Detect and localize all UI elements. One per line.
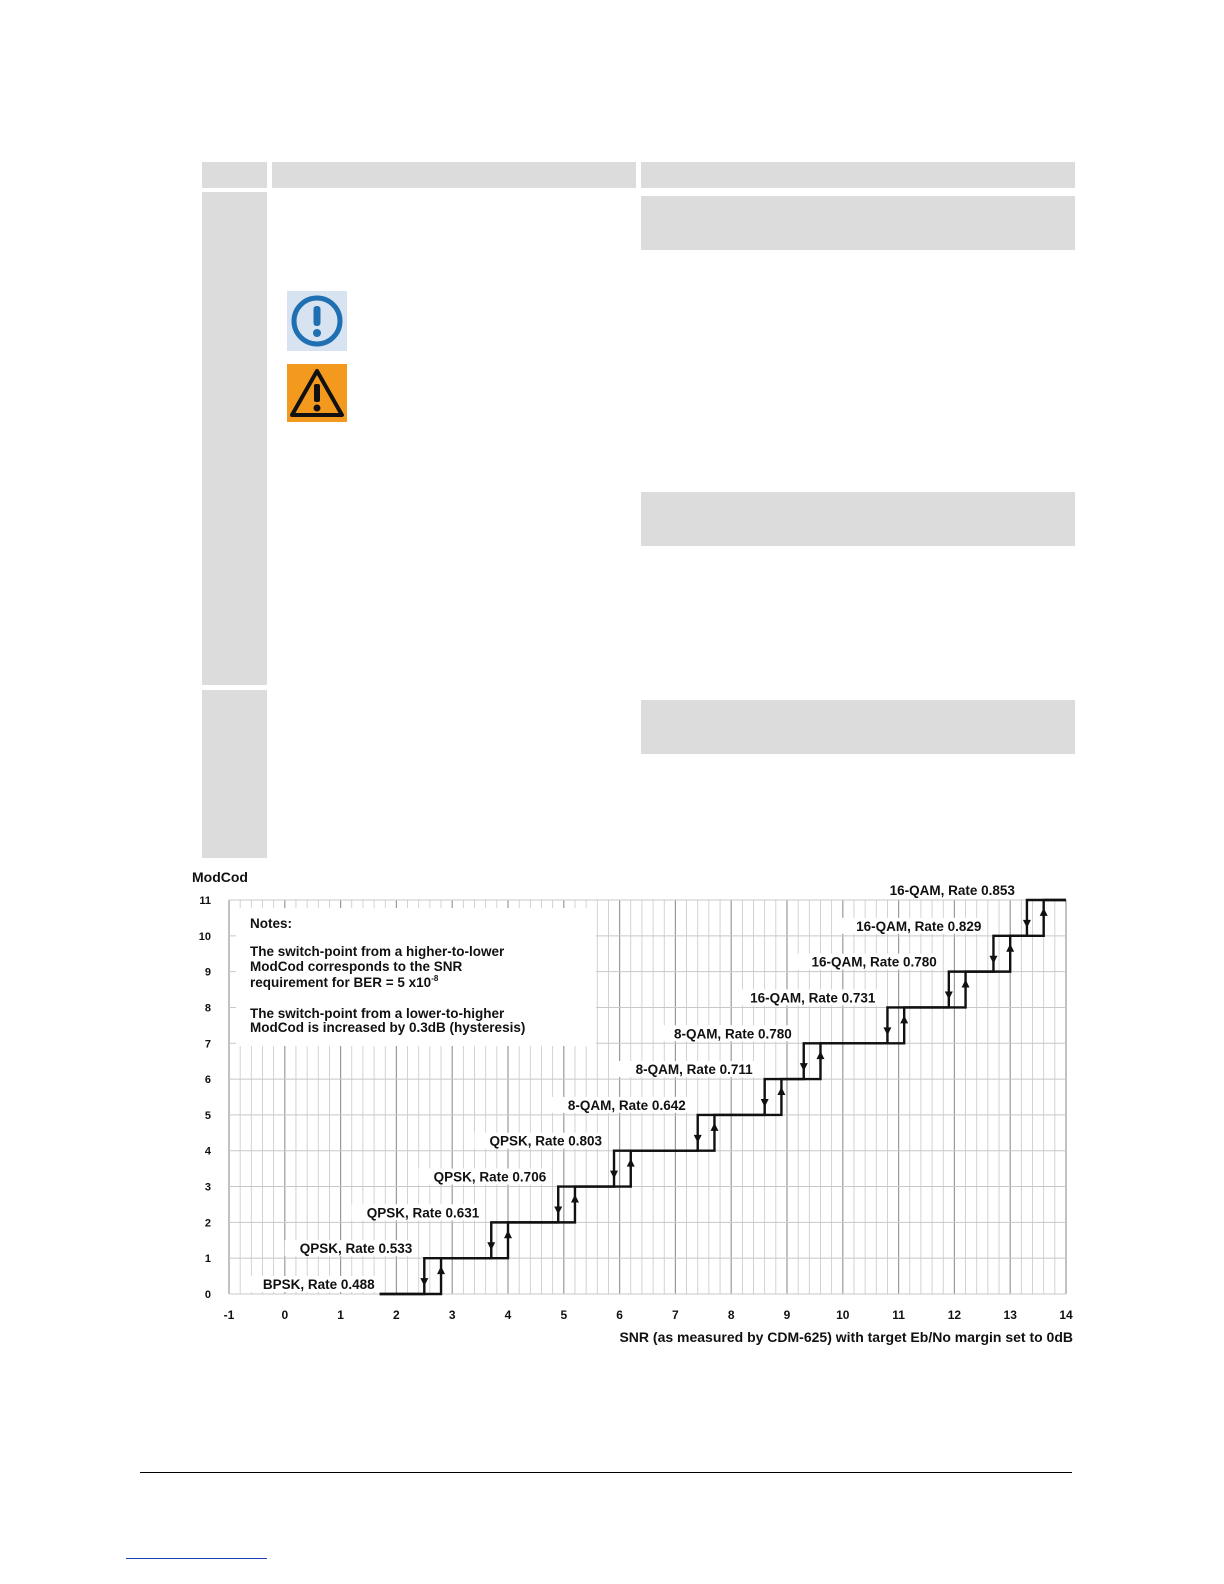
- modcod-label: 16-QAM, Rate 0.780: [811, 954, 937, 970]
- x-tick-label: 8: [727, 1308, 735, 1322]
- note2-line1: The switch-point from a lower-to-higher: [250, 1006, 505, 1021]
- note1-line3: [250, 974, 439, 990]
- down-arrow: [694, 1135, 702, 1143]
- table-header-cell-2: [272, 162, 636, 188]
- up-arrow: [504, 1230, 512, 1238]
- y-tick-label: 11: [199, 895, 211, 907]
- up-arrow: [962, 980, 970, 988]
- down-arrow: [761, 1099, 769, 1107]
- up-arrow: [816, 1051, 824, 1059]
- y-tick-label: 0: [204, 1289, 211, 1301]
- table-row-1-shaded-box-b: [641, 492, 1075, 546]
- modcod-label: 16-QAM, Rate 0.829: [856, 918, 982, 934]
- modcod-switch-chart: [190, 866, 1080, 1346]
- x-tick-label: 9: [783, 1308, 791, 1322]
- up-arrow: [777, 1087, 785, 1095]
- y-tick-label: 10: [198, 930, 211, 943]
- note1-line1: The switch-point from a higher-to-lower: [250, 944, 505, 959]
- table-row-2-shaded-box: [641, 700, 1075, 754]
- note1-line2: ModCod corresponds to the SNR: [250, 959, 463, 974]
- x-tick-label: -1: [223, 1308, 235, 1322]
- up-arrow: [710, 1123, 718, 1131]
- down-arrow: [610, 1171, 618, 1179]
- notes-title: Notes:: [250, 916, 293, 931]
- note2-line2: ModCod is increased by 0.3dB (hysteresis): [250, 1020, 526, 1035]
- table-header-cell-3: [641, 162, 1075, 188]
- x-tick-label: 10: [836, 1308, 850, 1322]
- down-arrow: [989, 956, 997, 964]
- y-axis-label: ModCod: [192, 869, 248, 885]
- up-arrow: [437, 1266, 445, 1274]
- note-exclamation-icon: [287, 291, 347, 351]
- x-tick-label: 4: [504, 1308, 512, 1322]
- table-header-cell-1: [202, 162, 267, 188]
- x-tick-label: 5: [560, 1308, 568, 1322]
- x-tick-label: 12: [947, 1308, 962, 1322]
- x-axis-label: SNR (as measured by CDM-625) with target Eb/No margin set to 0dB: [619, 1329, 1073, 1345]
- modcod-label: QPSK, Rate 0.803: [489, 1133, 603, 1149]
- modcod-label: BPSK, Rate 0.488: [262, 1277, 375, 1292]
- down-arrow: [554, 1206, 562, 1214]
- caution-warning-icon: [287, 364, 347, 422]
- y-tick-label: 1: [204, 1253, 211, 1266]
- table-row-1-shaded-box-a: [641, 196, 1075, 250]
- y-tick-label: 4: [204, 1145, 211, 1158]
- x-tick-label: 2: [393, 1308, 400, 1322]
- x-tick-label: 11: [892, 1308, 905, 1322]
- down-arrow: [420, 1278, 428, 1286]
- modcod-label: QPSK, Rate 0.631: [366, 1205, 480, 1221]
- x-tick-label: 7: [672, 1308, 679, 1322]
- x-tick-label: 14: [1059, 1308, 1073, 1322]
- y-tick-label: 8: [204, 1002, 211, 1015]
- up-arrow: [1006, 944, 1014, 952]
- down-arrow: [883, 1027, 891, 1035]
- down-arrow: [800, 1063, 808, 1071]
- modcod-label: 8-QAM, Rate 0.780: [673, 1026, 792, 1042]
- note1-superscript: -8: [431, 974, 439, 983]
- chart-svg: [190, 866, 1080, 1346]
- table-row-1-id-cell: [202, 192, 267, 685]
- y-tick-label: 6: [204, 1074, 211, 1087]
- modcod-label: QPSK, Rate 0.533: [299, 1241, 413, 1257]
- y-tick-label: 5: [204, 1109, 211, 1122]
- x-tick-label: 13: [1003, 1308, 1017, 1322]
- x-tick-label: 1: [337, 1308, 344, 1322]
- up-arrow: [571, 1194, 579, 1202]
- y-tick-label: 9: [204, 966, 211, 979]
- footer-rule: [140, 1472, 1072, 1473]
- up-arrow: [900, 1015, 908, 1023]
- up-arrow: [627, 1159, 635, 1167]
- modcod-label: 16-QAM, Rate 0.853: [889, 883, 1015, 898]
- modcod-label: 8-QAM, Rate 0.642: [567, 1097, 686, 1113]
- table-row-2-id-cell: [202, 690, 267, 858]
- x-tick-label: 0: [281, 1308, 289, 1322]
- y-tick-label: 3: [204, 1181, 211, 1194]
- up-arrow: [1040, 908, 1048, 916]
- down-arrow: [1023, 920, 1031, 928]
- modcod-label: QPSK, Rate 0.706: [433, 1169, 547, 1185]
- down-arrow: [945, 992, 953, 1000]
- x-tick-label: 6: [616, 1308, 623, 1322]
- y-tick-label: 7: [204, 1038, 211, 1051]
- modcod-label: 8-QAM, Rate 0.711: [635, 1062, 753, 1078]
- y-tick-label: 2: [204, 1217, 211, 1230]
- modcod-label: 16-QAM, Rate 0.731: [750, 990, 876, 1006]
- footer-link-underline[interactable]: [126, 1558, 267, 1559]
- down-arrow: [487, 1242, 495, 1250]
- x-tick-label: 3: [448, 1308, 456, 1322]
- note1-line3-main: requirement for BER = 5 x10: [250, 975, 432, 990]
